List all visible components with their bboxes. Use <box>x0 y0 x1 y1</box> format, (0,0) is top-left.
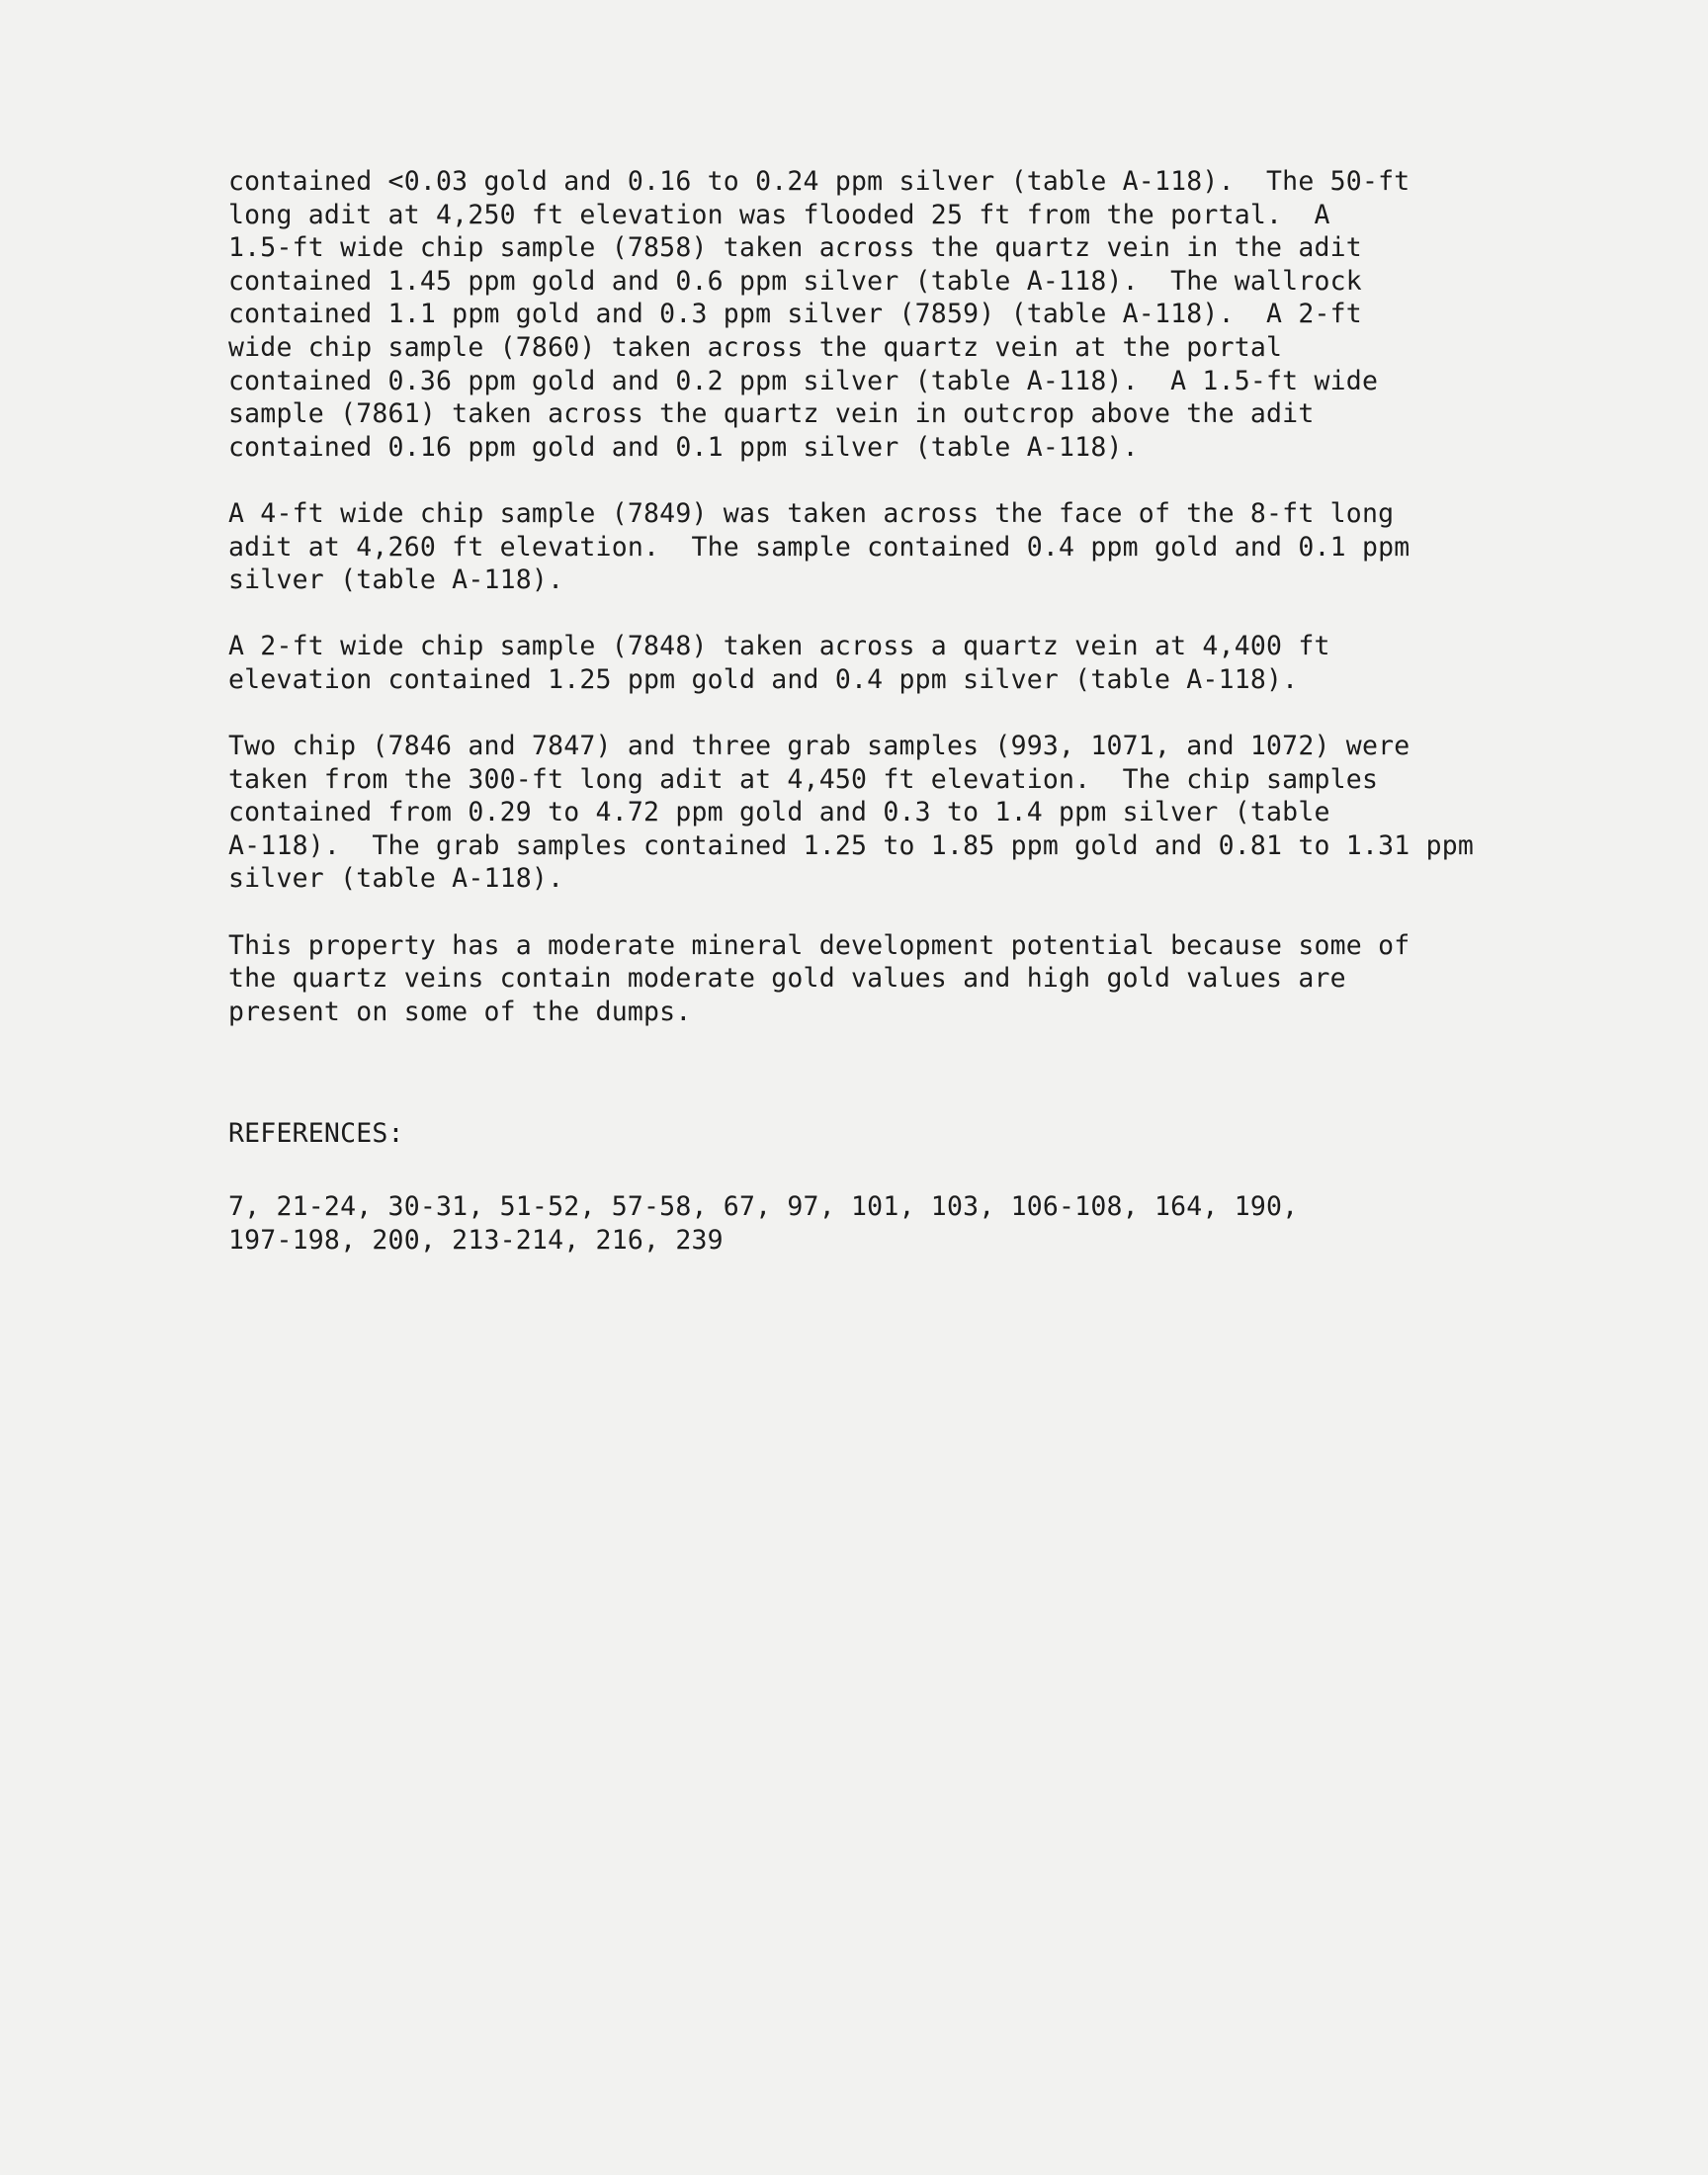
text-line: sample (7861) taken across the quartz vein in outcrop above the adit <box>228 398 1315 430</box>
text-line: long adit at 4,250 ft elevation was flooded 25 ft from the portal. A <box>228 199 1330 230</box>
references-list <box>228 1190 1513 1257</box>
text-line: silver (table A-118). <box>228 863 564 895</box>
references-section <box>228 1117 1513 1151</box>
text-line: This property has a moderate mineral development potential because some of <box>228 929 1410 961</box>
text-line: taken from the 300-ft long adit at 4,450 ft elevation. The chip samples <box>228 763 1379 795</box>
text-line: elevation contained 1.25 ppm gold and 0.4 ppm silver (table A-118). <box>228 663 1299 695</box>
text-line: A 2-ft wide chip sample (7848) taken across a quartz vein at 4,400 ft <box>228 631 1330 662</box>
paragraph-2 <box>228 497 1513 597</box>
text-line: 1.5-ft wide chip sample (7858) taken across the quartz vein in the adit <box>228 232 1362 264</box>
paragraph-4 <box>228 730 1513 896</box>
text-line: contained 1.45 ppm gold and 0.6 ppm silver (table A-118). The wallrock <box>228 265 1362 297</box>
text-line: adit at 4,260 ft elevation. The sample contained 0.4 ppm gold and 0.1 ppm <box>228 531 1410 563</box>
body-text <box>228 165 1513 1257</box>
paragraph-1 <box>228 165 1513 464</box>
references-line: 7, 21-24, 30-31, 51-52, 57-58, 67, 97, 101, 103, 106-108, 164, 190, <box>228 1191 1299 1223</box>
text-line: contained <0.03 gold and 0.16 to 0.24 ppm silver (table A-118). The 50-ft <box>228 166 1410 197</box>
text-line: the quartz veins contain moderate gold values and high gold values are <box>228 963 1346 995</box>
references-line: 197-198, 200, 213-214, 216, 239 <box>228 1224 724 1256</box>
paragraph-5 <box>228 929 1513 1029</box>
text-line: wide chip sample (7860) taken across the quartz vein at the portal <box>228 331 1283 363</box>
text-line: contained from 0.29 to 4.72 ppm gold and 0.3 to 1.4 ppm silver (table <box>228 797 1330 828</box>
text-line: silver (table A-118). <box>228 565 564 596</box>
text-line: A-118). The grab samples contained 1.25 to 1.85 ppm gold and 0.81 to 1.31 ppm <box>228 829 1475 861</box>
text-line: A 4-ft wide chip sample (7849) was taken across the face of the 8-ft long <box>228 497 1395 529</box>
references-heading: REFERENCES: <box>228 1118 404 1150</box>
text-line: contained 0.36 ppm gold and 0.2 ppm silver (table A-118). A 1.5-ft wide <box>228 365 1379 396</box>
text-line: contained 1.1 ppm gold and 0.3 ppm silver (7859) (table A-118). A 2-ft <box>228 299 1362 330</box>
text-line: present on some of the dumps. <box>228 996 692 1027</box>
text-line: Two chip (7846 and 7847) and three grab samples (993, 1071, and 1072) were <box>228 731 1410 762</box>
text-line: contained 0.16 ppm gold and 0.1 ppm silver (table A-118). <box>228 431 1139 463</box>
paragraph-3 <box>228 630 1513 696</box>
